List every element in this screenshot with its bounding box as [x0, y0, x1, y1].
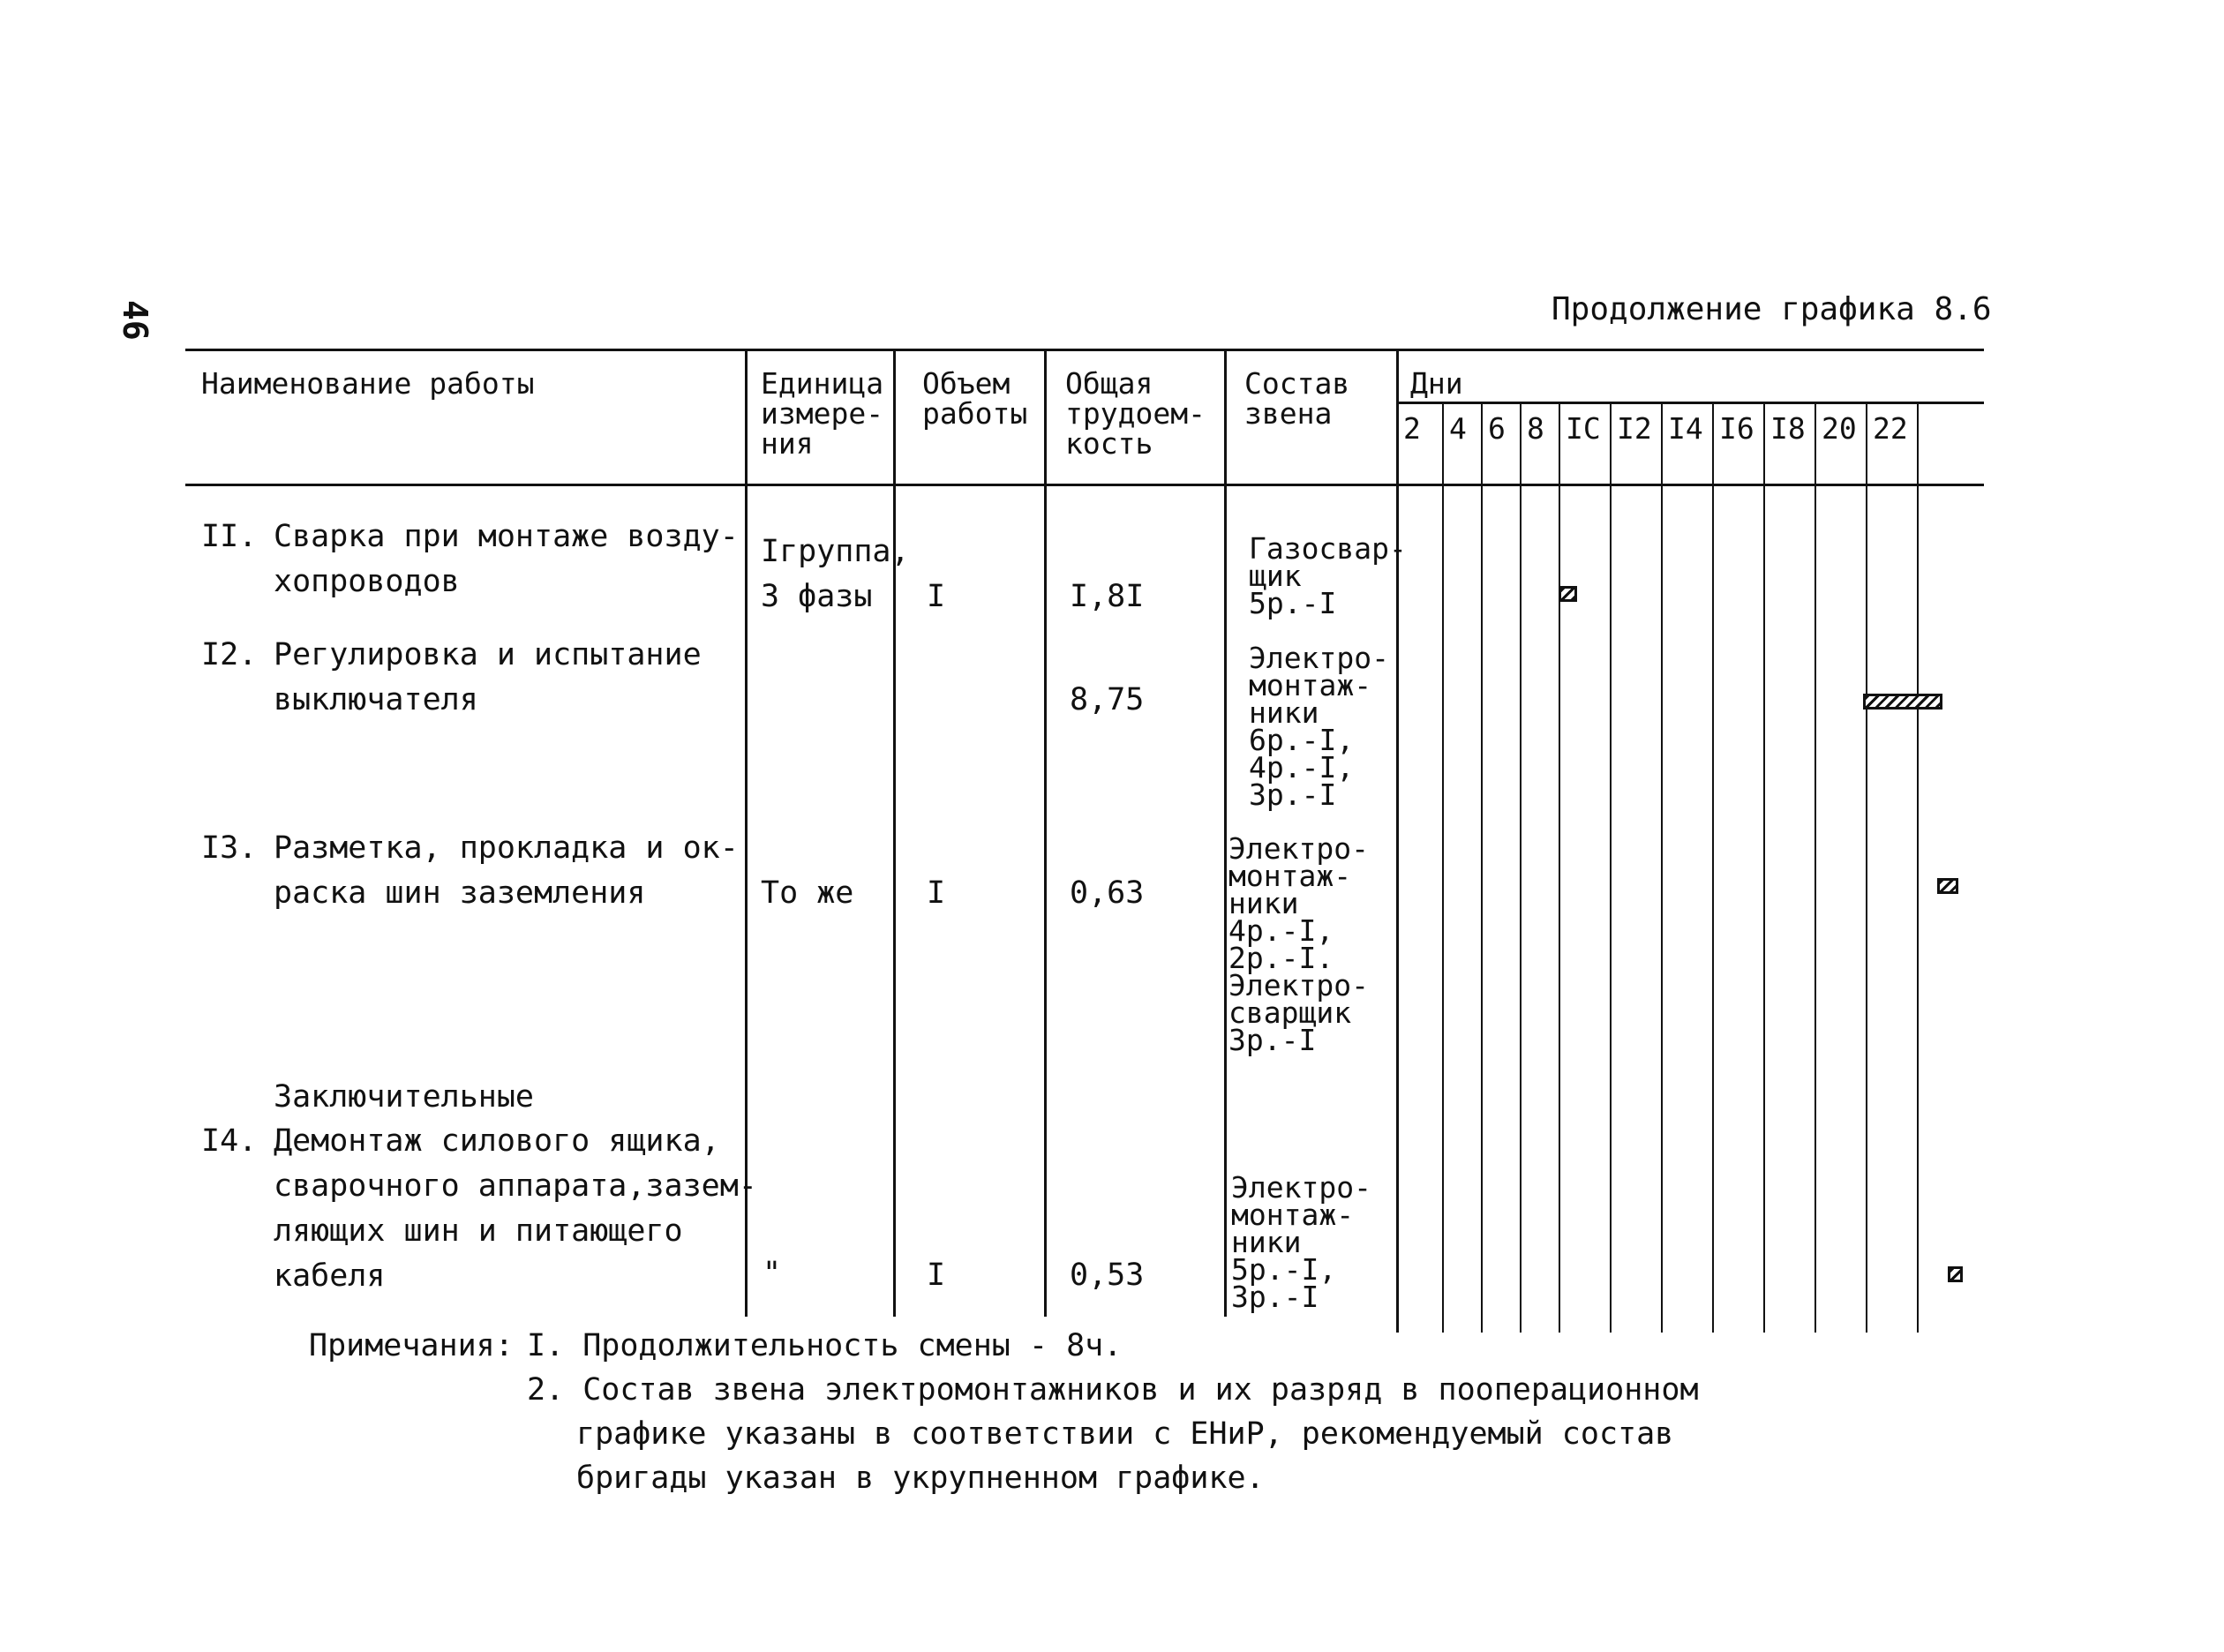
header-unit: Единица измере- ния [761, 366, 884, 461]
row-14-volume: I [927, 1258, 946, 1293]
column-divider [1224, 349, 1227, 1317]
day-column-divider [1520, 402, 1521, 1333]
header-labor: Общая трудоем- кость [1065, 366, 1206, 461]
schedule-bar [1937, 878, 1957, 894]
row-14-name: Демонтаж силового ящика, сварочного аппарата,зазем- ляющих шин и питающего кабеля [274, 1123, 757, 1294]
row-13-name: Разметка, прокладка и ок- раска шин заземления [274, 830, 739, 911]
row-13-volume: I [927, 875, 946, 911]
schedule-bar [1559, 586, 1577, 602]
day-tick-label: 4 [1449, 411, 1467, 446]
row-14-unit: " [763, 1256, 782, 1291]
day-tick-label: IC [1566, 411, 1601, 446]
row-11-number: II. [201, 519, 258, 554]
schedule-bar [1863, 694, 1942, 710]
row-12-crew: Электро- монтаж- ники 6р.-I, 4р.-I, 3р.-I [1249, 641, 1389, 812]
day-column-divider [1712, 402, 1714, 1333]
page-number: 46 [116, 300, 154, 341]
row-13-unit: То же [761, 875, 854, 911]
column-divider [1396, 349, 1399, 1333]
row-12-number: I2. [201, 637, 258, 672]
column-divider [1044, 349, 1047, 1317]
column-divider [893, 349, 896, 1317]
row-11-name: Сварка при монтаже возду- хопроводов [274, 519, 739, 599]
day-tick-label: 20 [1822, 411, 1857, 446]
row-11-labor: I,8I [1070, 579, 1145, 614]
page-title: Продолжение графика 8.6 [1552, 291, 1992, 327]
day-tick-label: I2 [1617, 411, 1652, 446]
row-13-crew: Электро- монтаж- ники 4р.-I, 2р.-I. Электро- сварщик 3р.-I [1228, 831, 1369, 1057]
row-14-crew: Электро- монтаж- ники 5р.-I, 3р.-I [1231, 1170, 1371, 1314]
header-days: Дни [1410, 366, 1463, 401]
day-tick-label: 22 [1873, 411, 1908, 446]
row-12-name: Регулировка и испытание выключателя [274, 637, 702, 717]
day-column-divider [1559, 402, 1560, 1333]
header-crew: Состав звена [1244, 366, 1350, 431]
day-column-divider [1917, 402, 1919, 1333]
row-12-labor: 8,75 [1070, 682, 1145, 717]
day-tick-label: I4 [1668, 411, 1703, 446]
row-11-volume: I [927, 579, 946, 614]
day-column-divider [1442, 402, 1444, 1333]
table-top-rule [185, 349, 1984, 351]
note-1: I. Продолжительность смены - 8ч. [527, 1328, 1123, 1363]
day-column-divider [1661, 402, 1663, 1333]
day-column-divider [1481, 402, 1483, 1333]
row-13-number: I3. [201, 830, 258, 866]
note-2: 2. Состав звена электромонтажников и их разряд в пооперационном графике указаны в соответствии с ЕНиР, рекомендуемый состав бригады указан в укрупненном графике. [527, 1372, 1699, 1496]
day-column-divider [1763, 402, 1765, 1333]
row-14-number: I4. [201, 1123, 258, 1159]
days-subheader-rule [1396, 402, 1984, 404]
notes-label: Примечания: [309, 1328, 514, 1363]
section-title: Заключительные [274, 1079, 535, 1115]
header-volume: Объем работы [922, 366, 1028, 431]
row-13-labor: 0,63 [1070, 875, 1145, 911]
day-column-divider [1610, 402, 1612, 1333]
day-column-divider [1815, 402, 1816, 1333]
schedule-bar [1948, 1266, 1964, 1282]
row-11-crew: Газосвар- щик 5р.-I [1249, 531, 1407, 620]
header-work-name: Наименование работы [201, 366, 535, 401]
day-tick-label: 2 [1403, 411, 1421, 446]
row-14-labor: 0,53 [1070, 1258, 1145, 1293]
day-column-divider [1866, 402, 1867, 1333]
day-tick-label: 8 [1527, 411, 1544, 446]
day-tick-label: 6 [1488, 411, 1506, 446]
day-tick-label: I8 [1770, 411, 1806, 446]
header-bottom-rule [185, 484, 1984, 486]
day-tick-label: I6 [1719, 411, 1754, 446]
row-11-unit: Iгруппа, 3 фазы [761, 534, 910, 614]
